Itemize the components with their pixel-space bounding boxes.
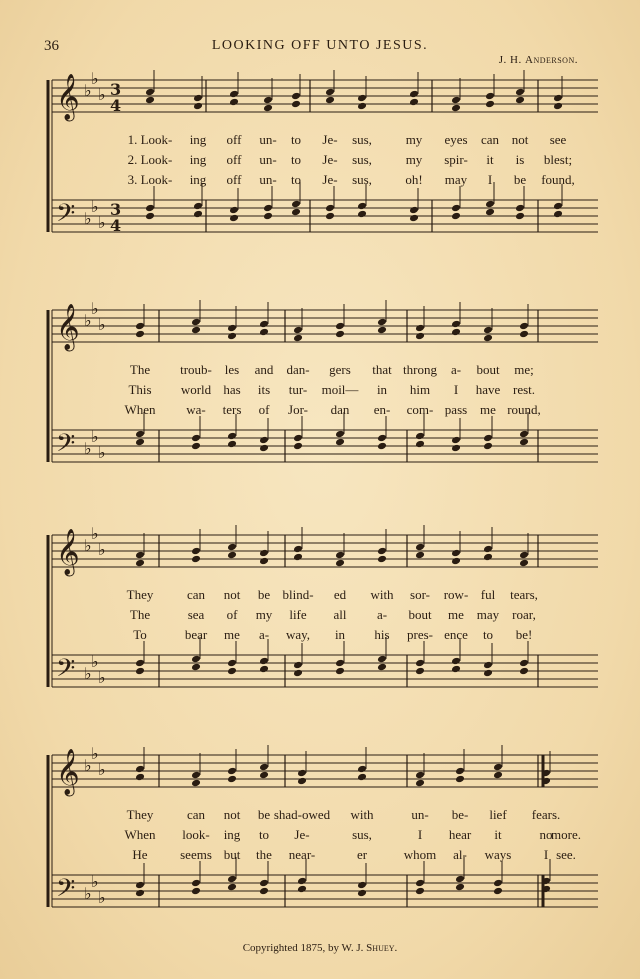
music-system (0, 745, 640, 935)
lyric-syllable: off (226, 132, 242, 147)
lyric-syllable: a- (258, 627, 270, 642)
treble-clef-icon: 𝄞 (56, 304, 80, 350)
lyric-syllable: ing (189, 132, 207, 147)
lyric-syllable: sus, (352, 827, 372, 842)
time-signature-top: 3 (110, 80, 122, 99)
lyric-line (0, 152, 640, 170)
lyric-syllable: the (256, 847, 272, 862)
flat-icon: ♭ (91, 300, 99, 318)
lyric-syllable: He (132, 847, 148, 862)
lyric-syllable: blind- (282, 587, 314, 602)
flat-icon: ♭ (98, 85, 106, 104)
time-signature-bottom: 4 (110, 216, 122, 235)
lyric-syllable: to (258, 827, 270, 842)
flat-icon: ♭ (84, 536, 92, 555)
lyric-syllable: his (374, 627, 390, 642)
flat-icon: ♭ (91, 70, 99, 88)
lyric-syllable: tur- (288, 382, 308, 397)
lyric-syllable: is (515, 152, 525, 167)
lyric-syllable: not (223, 807, 241, 822)
lyric-syllable: moil— (321, 382, 359, 397)
lyric-syllable: and (254, 362, 274, 377)
lyric-syllable: off (226, 152, 242, 167)
bass-clef-icon: 𝄢 (56, 199, 76, 234)
lyric-syllable: 1. Look- (127, 132, 173, 147)
music-system (0, 70, 640, 260)
music-system (0, 525, 640, 715)
copyright-notice (0, 942, 640, 954)
composer-name: Anderson. (525, 54, 578, 66)
lyric-syllable: Je- (294, 827, 310, 842)
lyric-syllable: ing (189, 152, 207, 167)
bass-clef-icon: 𝄢 (56, 429, 76, 464)
lyric-syllable: ters (222, 402, 242, 417)
lyric-syllable: pres- (407, 627, 433, 642)
lyric-syllable: me (480, 402, 496, 417)
treble-staff (52, 310, 598, 342)
lyric-syllable: un- (259, 172, 277, 187)
flat-icon: ♭ (84, 664, 92, 683)
lyric-syllable: may (444, 172, 468, 187)
lyric-line (0, 627, 640, 645)
composer-credit (499, 54, 578, 66)
lyric-syllable: roar, (512, 607, 536, 622)
lyric-syllable: Je- (322, 152, 338, 167)
hymn-title: LOOKING OFF UNTO JESUS. (211, 38, 429, 53)
flat-icon: ♭ (91, 525, 99, 543)
lyric-syllable: ing (223, 827, 241, 842)
lyric-syllable: to (290, 172, 302, 187)
lyric-syllable: This (128, 382, 152, 397)
lyric-syllable: way, (285, 627, 311, 642)
lyric-syllable: ing (189, 172, 207, 187)
flat-icon: ♭ (84, 311, 92, 330)
lyric-syllable: it (494, 827, 502, 842)
treble-staff (52, 80, 598, 112)
flat-icon: ♭ (98, 668, 106, 687)
lyric-syllable: en- (373, 402, 391, 417)
flat-icon: ♭ (91, 197, 99, 216)
flat-icon: ♭ (84, 209, 92, 228)
lyric-syllable: Je- (322, 172, 338, 187)
lyric-syllable: sus, (352, 172, 372, 187)
lyric-line (0, 382, 640, 400)
lyric-syllable: They (126, 807, 154, 822)
lyric-syllable: can (186, 587, 206, 602)
lyric-syllable: 2. Look- (127, 152, 173, 167)
lyric-syllable: ways (484, 847, 512, 862)
lyric-syllable: wa- (186, 402, 206, 417)
bass-clef-icon: 𝄢 (56, 654, 76, 689)
lyric-line (0, 827, 640, 845)
page-number: 36 (44, 38, 59, 54)
flat-icon: ♭ (91, 745, 99, 763)
music-system (0, 300, 640, 490)
flat-icon: ♭ (91, 427, 99, 446)
lyric-syllable: in (334, 627, 346, 642)
lyric-syllable: I (453, 382, 459, 397)
lyric-syllable: The (129, 362, 151, 377)
lyric-syllable: com- (406, 402, 434, 417)
lyric-syllable: When (124, 827, 156, 842)
lyric-syllable: be- (451, 807, 469, 822)
lyric-syllable: round, (507, 402, 541, 417)
lyric-syllable: troub- (180, 362, 212, 377)
lyric-syllable: may (476, 607, 500, 622)
flat-icon: ♭ (84, 81, 92, 100)
bass-staff (52, 430, 598, 462)
flat-icon: ♭ (91, 652, 99, 671)
lyric-syllable: I (543, 847, 549, 862)
lyric-line (0, 587, 640, 605)
lyric-line (0, 607, 640, 625)
lyric-syllable: sus, (352, 152, 372, 167)
lyric-syllable: seems (180, 847, 212, 862)
lyric-syllable: not (511, 132, 529, 147)
lyric-syllable: un- (259, 152, 277, 167)
lyric-syllable: un- (259, 132, 277, 147)
lyric-syllable: 3. Look- (127, 172, 173, 187)
lyric-syllable: bear (184, 627, 208, 642)
lyric-syllable: spir- (444, 152, 468, 167)
treble-staff (52, 755, 598, 787)
lyric-syllable: of (258, 402, 270, 417)
lyric-syllable: world (180, 382, 212, 397)
lyric-syllable: look- (182, 827, 210, 842)
lyric-line (0, 807, 640, 825)
lyric-syllable: ed (333, 587, 347, 602)
treble-clef-icon: 𝄞 (56, 749, 80, 795)
lyric-syllable: fears. (531, 807, 561, 822)
lyric-syllable: not (223, 587, 241, 602)
lyric-syllable: les (224, 362, 240, 377)
lyric-syllable: have (475, 382, 501, 397)
lyric-syllable: er (356, 847, 368, 862)
lyric-syllable: eyes (444, 132, 468, 147)
lyric-syllable: in (376, 382, 388, 397)
lyric-syllable: lief (489, 807, 507, 822)
lyric-syllable: They (126, 587, 154, 602)
lyric-syllable: to (290, 132, 302, 147)
lyric-syllable: hear (448, 827, 472, 842)
lyric-syllable: with (350, 807, 374, 822)
lyric-syllable: me (448, 607, 464, 622)
lyric-syllable: The (129, 607, 151, 622)
lyric-syllable: him (409, 382, 431, 397)
lyric-syllable: shad-owed (273, 807, 331, 822)
lyric-syllable: a- (450, 362, 462, 377)
lyric-syllable: my (405, 132, 423, 147)
lyric-syllable: When (124, 402, 156, 417)
lyric-syllable: more. (551, 827, 581, 842)
lyric-syllable: ful (480, 587, 496, 602)
lyric-line (0, 847, 640, 865)
lyric-syllable: can (186, 807, 206, 822)
lyric-syllable: off (226, 172, 242, 187)
lyric-syllable: found, (541, 172, 575, 187)
lyric-syllable: un- (411, 807, 429, 822)
flat-icon: ♭ (98, 540, 106, 559)
lyric-syllable: whom (403, 847, 437, 862)
treble-clef-icon: 𝄞 (56, 529, 80, 575)
lyric-syllable: of (226, 607, 238, 622)
lyric-syllable: all (333, 607, 347, 622)
copyright-prefix: Copyrighted 1875, by W. J. (242, 942, 367, 954)
lyric-line (0, 132, 640, 150)
lyric-syllable: can (480, 132, 500, 147)
treble-staff (52, 535, 598, 567)
lyric-syllable: sea (187, 607, 205, 622)
treble-clef-icon: 𝄞 (56, 74, 80, 120)
lyric-syllable: Je- (322, 132, 338, 147)
lyric-syllable: blest; (543, 152, 573, 167)
lyric-syllable: To (133, 627, 147, 642)
lyric-line (0, 402, 640, 420)
lyric-syllable: life (289, 607, 307, 622)
lyric-syllable: rest. (512, 382, 536, 397)
lyric-syllable: see (549, 132, 567, 147)
lyric-syllable: bout (408, 607, 432, 622)
bass-staff (52, 655, 598, 687)
lyric-syllable: has (223, 382, 241, 397)
lyric-syllable: Jor- (288, 402, 308, 417)
lyric-syllable: dan- (286, 362, 310, 377)
flat-icon: ♭ (98, 888, 106, 907)
lyric-syllable: no (539, 827, 553, 842)
lyric-syllable: my (255, 607, 273, 622)
lyric-syllable: it (486, 152, 494, 167)
lyric-line (0, 172, 640, 190)
composer-initials: J. H. (498, 54, 526, 66)
lyric-syllable: me (224, 627, 240, 642)
flat-icon: ♭ (98, 315, 106, 334)
time-signature-bottom: 4 (110, 96, 122, 115)
lyric-syllable: to (290, 152, 302, 167)
lyric-syllable: bout (476, 362, 500, 377)
lyric-syllable: to (482, 627, 494, 642)
lyric-syllable: sus, (352, 132, 372, 147)
lyric-syllable: be (257, 587, 271, 602)
lyric-syllable: see. (556, 847, 576, 862)
flat-icon: ♭ (98, 443, 106, 462)
lyric-syllable: I (487, 172, 493, 187)
flat-icon: ♭ (84, 439, 92, 458)
lyric-syllable: me; (514, 362, 534, 377)
lyric-syllable: that (372, 362, 392, 377)
lyric-syllable: al- (453, 847, 467, 862)
flat-icon: ♭ (84, 884, 92, 903)
lyric-syllable: be (257, 807, 271, 822)
flat-icon: ♭ (98, 213, 106, 232)
time-signature-top: 3 (110, 200, 122, 219)
lyric-syllable: my (405, 152, 423, 167)
bass-staff (52, 875, 598, 907)
lyric-syllable: row- (443, 587, 469, 602)
lyric-syllable: gers (329, 362, 351, 377)
lyric-syllable: a- (376, 607, 388, 622)
lyric-syllable: dan (330, 402, 350, 417)
lyric-syllable: ence (444, 627, 468, 642)
lyric-syllable: pass (444, 402, 468, 417)
lyric-syllable: sor- (410, 587, 430, 602)
copyright-name: Shuey. (366, 942, 398, 954)
lyric-syllable: its (257, 382, 271, 397)
lyric-syllable: be! (515, 627, 533, 642)
lyric-line (0, 362, 640, 380)
lyric-syllable: tears, (510, 587, 538, 602)
flat-icon: ♭ (91, 872, 99, 891)
lyric-syllable: I (417, 827, 423, 842)
lyric-syllable: be (513, 172, 527, 187)
bass-clef-icon: 𝄢 (56, 874, 76, 909)
flat-icon: ♭ (98, 760, 106, 779)
lyric-syllable: throng (403, 362, 437, 377)
lyric-syllable: with (370, 587, 394, 602)
lyric-syllable: oh! (405, 172, 423, 187)
lyric-syllable: but (223, 847, 241, 862)
lyric-syllable: near- (288, 847, 316, 862)
flat-icon: ♭ (84, 756, 92, 775)
